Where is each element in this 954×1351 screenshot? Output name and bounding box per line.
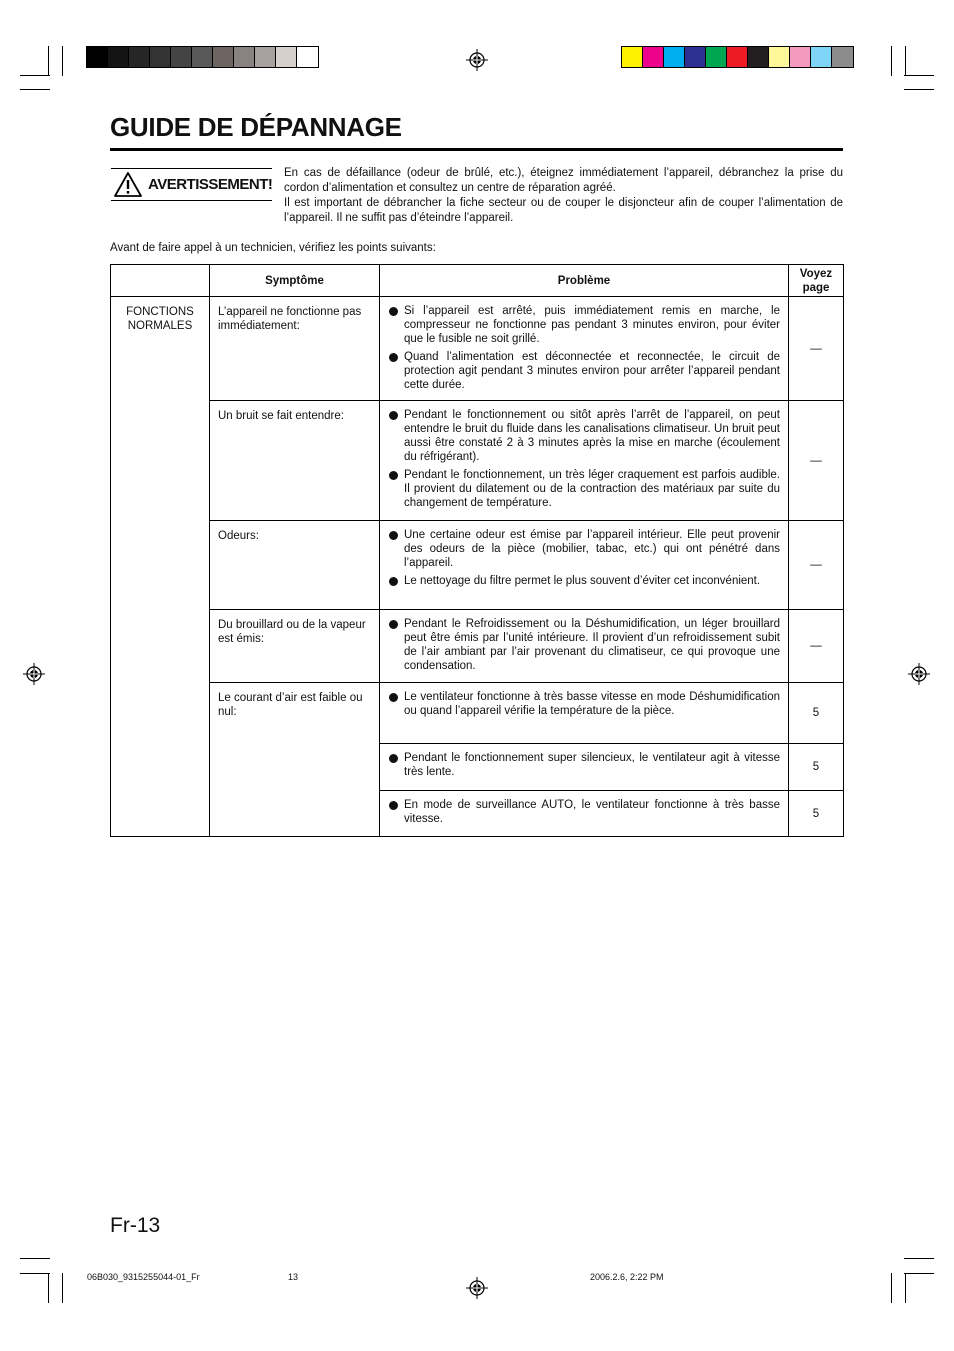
color-swatch (108, 47, 129, 67)
bullet-icon (389, 353, 398, 362)
problem-item: Le ventilateur fonctionne à très basse vitesse en mode Déshumidification ou quand l’appareil vérifie la température de la pièce. (388, 690, 780, 718)
page-cell: — (789, 610, 844, 683)
crop-mark (20, 75, 50, 76)
color-swatch (685, 47, 706, 67)
page-title: GUIDE DE DÉPANNAGE (110, 112, 402, 142)
color-swatch (706, 47, 727, 67)
registration-mark-icon (908, 663, 930, 685)
bullet-icon (389, 693, 398, 702)
color-swatch (276, 47, 297, 67)
problem-item: Pendant le fonctionnement ou sitôt après l’arrêt de l’appareil, on peut entendre le bruit du fluide dans les canalisations climatiseur. Un bruit peut aussi être constaté 2 à 3 minutes après la mise en marche (écoulement du réfrigérant). (388, 408, 780, 464)
header-page-line2: page (802, 281, 830, 294)
footer-sheet-number: 13 (288, 1272, 299, 1282)
problem-item: Pendant le Refroidissement ou la Déshumidification, un léger brouillard peut être émis par l’unité intérieure. Il provient d’un refroidissement subit de l’air ambiant par l’air provenant du climatiseur, ce qui provoque une condensation. (388, 617, 780, 673)
table-row (111, 683, 844, 744)
crop-mark (62, 1273, 63, 1303)
footer-filename: 06B030_9315255044-01_Fr (87, 1272, 200, 1282)
color-swatch (811, 47, 832, 67)
category-line1: FONCTIONS (126, 306, 194, 318)
warning-box (111, 168, 272, 201)
grayscale-color-bar (86, 46, 319, 68)
warning-paragraph: En cas de défaillance (odeur de brûlé, etc.), éteignez immédiatement l’appareil, débranchez la prise du cordon d’alimentation et consultez un centre de réparation agréé. (284, 167, 843, 194)
color-swatch (790, 47, 811, 67)
problem-cell (380, 791, 789, 837)
crop-mark (905, 1273, 906, 1303)
color-swatch (213, 47, 234, 67)
color-swatch (150, 47, 171, 67)
crop-mark (904, 1273, 934, 1274)
title-underline (110, 148, 843, 151)
registration-mark-icon (466, 49, 488, 71)
troubleshooting-table (110, 264, 844, 837)
page-number: Fr-13 (110, 1214, 161, 1237)
color-swatch (727, 47, 748, 67)
footer-timestamp: 2006.2.6, 2:22 PM (590, 1272, 664, 1282)
crop-mark (904, 1258, 934, 1259)
warning-paragraph: Il est important de débrancher la fiche secteur ou de couper le disjoncteur afin de couper l’alimentation de l’appareil. Il ne suffit pas d’éteindre l’appareil. (284, 197, 843, 224)
problem-item: En mode de surveillance AUTO, le ventilateur fonctionne à très basse vitesse. (388, 798, 780, 826)
bullet-icon (389, 754, 398, 763)
warning-triangle-icon (113, 171, 143, 198)
bullet-icon (389, 620, 398, 629)
bullet-icon (389, 471, 398, 480)
problem-item: Le nettoyage du filtre permet le plus souvent d’éviter cet inconvénient. (388, 574, 780, 588)
registration-mark-icon (466, 1277, 488, 1299)
header-page (789, 265, 844, 297)
symptom-cell: Odeurs: (210, 521, 380, 610)
page-cell: 5 (789, 744, 844, 791)
crop-mark (48, 46, 49, 76)
table-row (111, 521, 844, 610)
crop-mark (904, 89, 934, 90)
problem-item: Une certaine odeur est émise par l’appareil intérieur. Elle peut provenir des odeurs de la pièce (mobilier, tabac, etc.) qui ont pénétré dans l’appareil. (388, 528, 780, 570)
bullet-icon (389, 307, 398, 316)
intro-text: Avant de faire appel à un technicien, vérifiez les points suivants: (110, 242, 436, 254)
problem-cell (380, 521, 789, 610)
page-cell: 5 (789, 791, 844, 837)
color-swatch (171, 47, 192, 67)
crop-mark (62, 46, 63, 76)
problem-cell (380, 610, 789, 683)
page-cell: 5 (789, 683, 844, 744)
category-line2: NORMALES (127, 320, 193, 332)
symptom-cell: L’appareil ne fonctionne pas immédiatement: (210, 297, 380, 401)
crop-mark (905, 46, 906, 76)
bullet-icon (389, 531, 398, 540)
process-color-bar (621, 46, 854, 68)
color-swatch (234, 47, 255, 67)
crop-mark (904, 75, 934, 76)
page-cell: — (789, 297, 844, 401)
header-page-line1: Voyez (799, 267, 833, 280)
category-cell (111, 297, 210, 837)
registration-mark-icon (23, 663, 45, 685)
problem-cell (380, 401, 789, 521)
page-cell: — (789, 401, 844, 521)
crop-mark (48, 1273, 49, 1303)
crop-mark (20, 1273, 50, 1274)
crop-mark (20, 89, 50, 90)
bullet-icon (389, 801, 398, 810)
page-cell: — (789, 521, 844, 610)
warning-label: AVERTISSEMENT! (148, 176, 273, 193)
color-swatch (643, 47, 664, 67)
problem-item: Pendant le fonctionnement, un très léger craquement est parfois audible. Il provient du dilatement ou de la contraction des matériaux par suite du changement de température. (388, 468, 780, 510)
problem-item: Quand l’alimentation est déconnectée et reconnectée, le circuit de protection agit pendant 3 minutes environ pour arrêter l’appareil pendant cette durée. (388, 350, 780, 392)
header-symptom: Symptôme (210, 265, 380, 297)
color-swatch (255, 47, 276, 67)
table-row (111, 297, 844, 401)
bullet-icon (389, 577, 398, 586)
color-swatch (192, 47, 213, 67)
warning-text (284, 166, 843, 226)
color-swatch (748, 47, 769, 67)
table-row (111, 610, 844, 683)
header-problem: Problème (380, 265, 789, 297)
crop-mark (20, 1258, 50, 1259)
color-swatch (129, 47, 150, 67)
color-swatch (87, 47, 108, 67)
symptom-cell: Le courant d’air est faible ou nul: (210, 683, 380, 837)
color-swatch (832, 47, 853, 67)
problem-cell (380, 297, 789, 401)
color-swatch (622, 47, 643, 67)
symptom-cell: Un bruit se fait entendre: (210, 401, 380, 521)
table-header-row (111, 265, 844, 297)
problem-cell (380, 744, 789, 791)
header-category (111, 265, 210, 297)
color-swatch (769, 47, 790, 67)
bullet-icon (389, 411, 398, 420)
problem-cell (380, 683, 789, 744)
problem-item: Pendant le fonctionnement super silencieux, le ventilateur agit à vitesse très lente. (388, 751, 780, 779)
color-swatch (664, 47, 685, 67)
problem-item: Si l’appareil est arrêté, puis immédiatement remis en marche, le compresseur ne fonctionne pas pendant 3 minutes environ, pour éviter que le fusible ne soit grillé. (388, 304, 780, 346)
crop-mark (891, 1273, 892, 1303)
table-row (111, 401, 844, 521)
symptom-cell: Du brouillard ou de la vapeur est émis: (210, 610, 380, 683)
color-swatch (297, 47, 318, 67)
crop-mark (891, 46, 892, 76)
